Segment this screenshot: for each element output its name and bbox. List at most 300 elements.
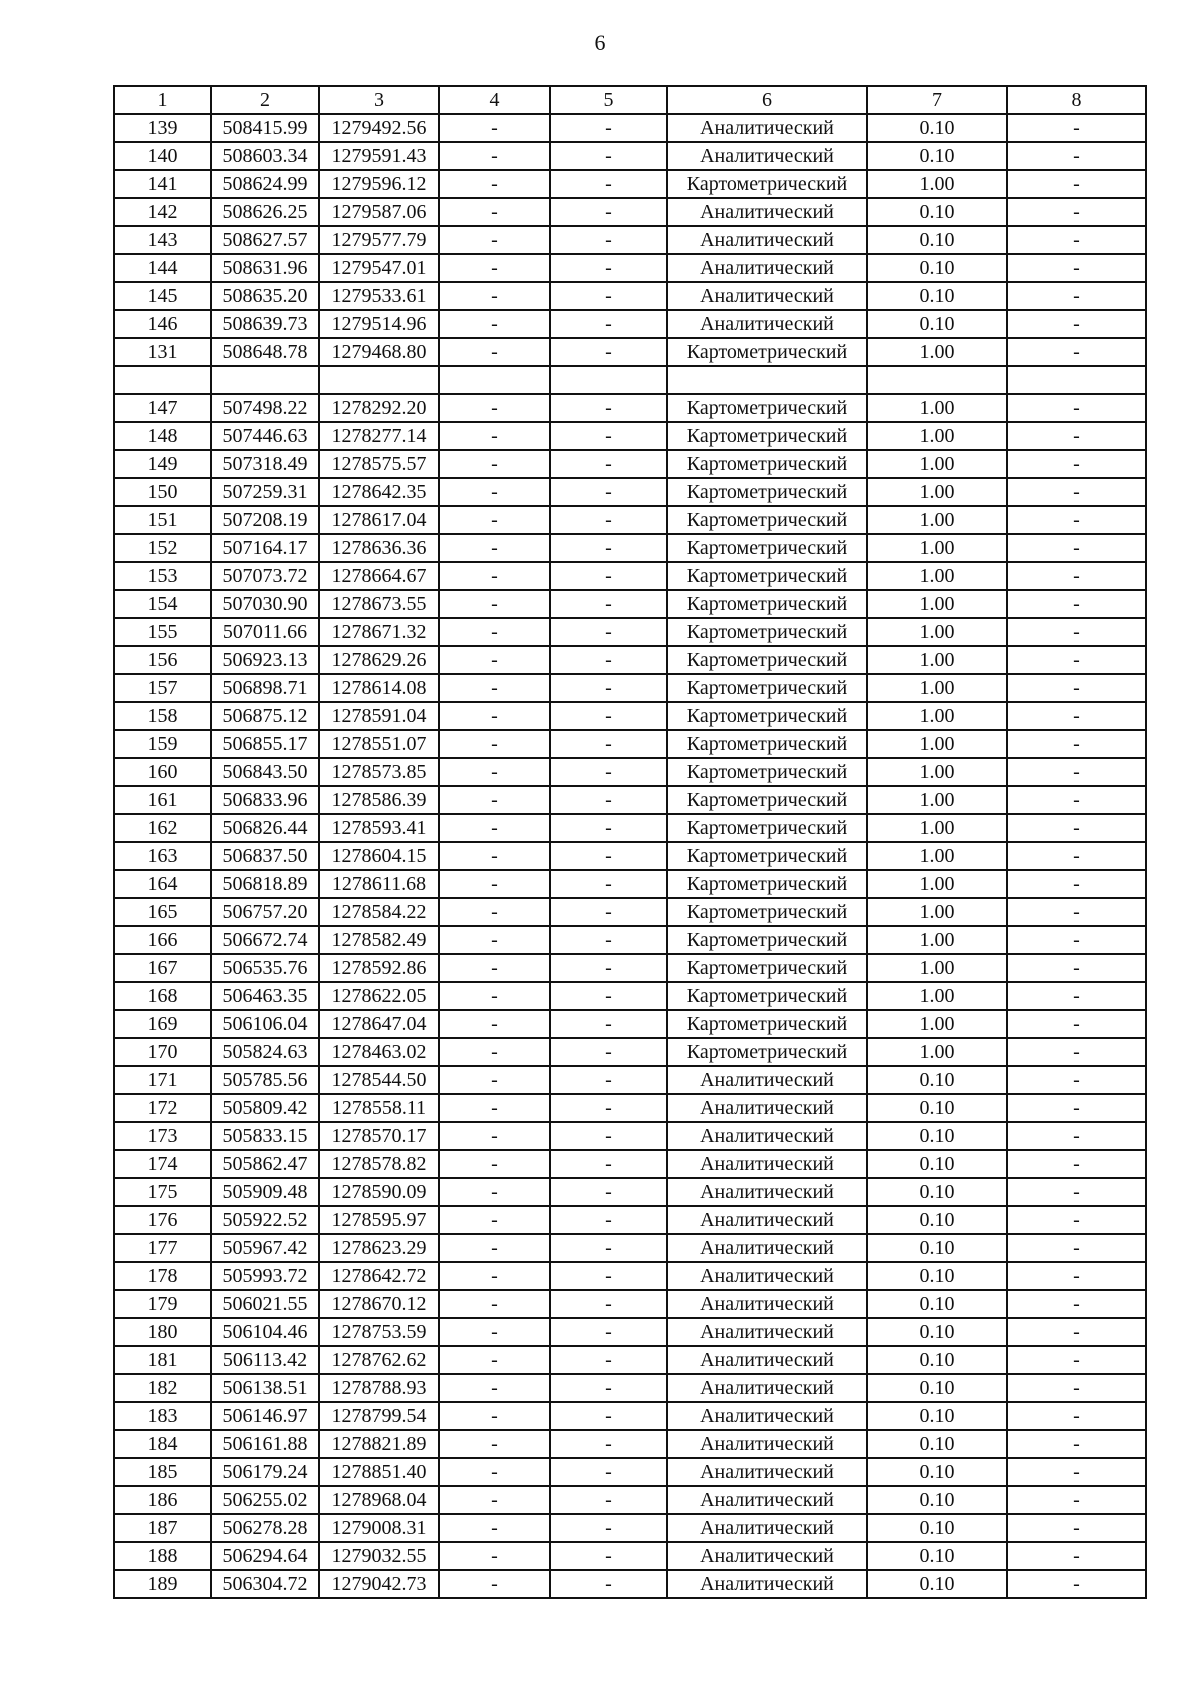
col5-cell: -	[550, 506, 667, 534]
method-cell: Аналитический	[667, 1430, 867, 1458]
table-row	[114, 1318, 1146, 1346]
col8-cell: -	[1007, 1514, 1146, 1542]
accuracy-cell: 0.10	[867, 1206, 1007, 1234]
col4-cell: -	[439, 898, 550, 926]
x-coordinate-cell: 506113.42	[211, 1346, 319, 1374]
point-number-cell: 156	[114, 646, 211, 674]
accuracy-cell: 0.10	[867, 1346, 1007, 1374]
method-cell: Аналитический	[667, 1542, 867, 1570]
method-cell: Картометрический	[667, 870, 867, 898]
col4-cell: -	[439, 1178, 550, 1206]
point-number-cell: 154	[114, 590, 211, 618]
accuracy-cell: 1.00	[867, 898, 1007, 926]
col8-cell: -	[1007, 478, 1146, 506]
point-number-cell: 185	[114, 1458, 211, 1486]
table-row	[114, 814, 1146, 842]
point-number-cell: 176	[114, 1206, 211, 1234]
col5-cell: -	[550, 1514, 667, 1542]
col4-cell: -	[439, 842, 550, 870]
x-coordinate-cell: 505909.48	[211, 1178, 319, 1206]
y-coordinate-cell: 1278586.39	[319, 786, 439, 814]
accuracy-cell: 1.00	[867, 842, 1007, 870]
col5-cell: -	[550, 1178, 667, 1206]
method-cell: Картометрический	[667, 674, 867, 702]
point-number-cell: 182	[114, 1374, 211, 1402]
table-row	[114, 1122, 1146, 1150]
col4-cell: -	[439, 1458, 550, 1486]
x-coordinate-cell: 506535.76	[211, 954, 319, 982]
method-cell: Картометрический	[667, 562, 867, 590]
col4-cell: -	[439, 646, 550, 674]
method-cell: Аналитический	[667, 1570, 867, 1598]
table-row	[114, 1066, 1146, 1094]
y-coordinate-cell: 1278277.14	[319, 422, 439, 450]
x-coordinate-cell: 506463.35	[211, 982, 319, 1010]
table-row	[114, 1374, 1146, 1402]
column-header: 1	[114, 86, 211, 114]
method-cell: Картометрический	[667, 982, 867, 1010]
table-row	[114, 1486, 1146, 1514]
col8-cell: -	[1007, 730, 1146, 758]
col4-cell: -	[439, 478, 550, 506]
x-coordinate-cell: 508626.25	[211, 198, 319, 226]
point-number-cell: 180	[114, 1318, 211, 1346]
table-row	[114, 1262, 1146, 1290]
y-coordinate-cell: 1279591.43	[319, 142, 439, 170]
method-cell: Аналитический	[667, 1514, 867, 1542]
accuracy-cell: 0.10	[867, 1374, 1007, 1402]
method-cell: Аналитический	[667, 1402, 867, 1430]
col8-cell: -	[1007, 450, 1146, 478]
col8-cell: -	[1007, 1066, 1146, 1094]
point-number-cell: 151	[114, 506, 211, 534]
col4-cell: -	[439, 730, 550, 758]
x-coordinate-cell: 507030.90	[211, 590, 319, 618]
method-cell: Аналитический	[667, 1234, 867, 1262]
col5-cell: -	[550, 478, 667, 506]
col8-cell: -	[1007, 1542, 1146, 1570]
y-coordinate-cell: 1278642.72	[319, 1262, 439, 1290]
point-number-cell: 144	[114, 254, 211, 282]
y-coordinate-cell: 1278584.22	[319, 898, 439, 926]
accuracy-cell: 1.00	[867, 954, 1007, 982]
col8-cell: -	[1007, 254, 1146, 282]
column-header: 3	[319, 86, 439, 114]
col4-cell: -	[439, 618, 550, 646]
col5-cell: -	[550, 1346, 667, 1374]
method-cell: Картометрический	[667, 394, 867, 422]
col4-cell: -	[439, 254, 550, 282]
col4-cell: -	[439, 1262, 550, 1290]
y-coordinate-cell: 1279492.56	[319, 114, 439, 142]
y-coordinate-cell: 1278591.04	[319, 702, 439, 730]
col5-cell: -	[550, 394, 667, 422]
x-coordinate-cell: 506855.17	[211, 730, 319, 758]
point-number-cell: 175	[114, 1178, 211, 1206]
x-coordinate-cell: 507318.49	[211, 450, 319, 478]
x-coordinate-cell: 508648.78	[211, 338, 319, 366]
table-row	[114, 646, 1146, 674]
x-coordinate-cell: 505922.52	[211, 1206, 319, 1234]
table-row	[114, 842, 1146, 870]
point-number-cell: 159	[114, 730, 211, 758]
y-coordinate-cell: 1278558.11	[319, 1094, 439, 1122]
point-number-cell: 145	[114, 282, 211, 310]
col8-cell: -	[1007, 142, 1146, 170]
table-row	[114, 450, 1146, 478]
col8-cell	[1007, 366, 1146, 394]
accuracy-cell: 1.00	[867, 170, 1007, 198]
table-row	[114, 1150, 1146, 1178]
accuracy-cell: 1.00	[867, 562, 1007, 590]
col5-cell: -	[550, 1262, 667, 1290]
y-coordinate-cell: 1278582.49	[319, 926, 439, 954]
col8-cell: -	[1007, 954, 1146, 982]
col4-cell: -	[439, 114, 550, 142]
table-row	[114, 898, 1146, 926]
accuracy-cell: 0.10	[867, 198, 1007, 226]
col4-cell: -	[439, 926, 550, 954]
table-body	[114, 114, 1146, 1598]
col5-cell: -	[550, 142, 667, 170]
point-number-cell: 183	[114, 1402, 211, 1430]
method-cell: Аналитический	[667, 198, 867, 226]
point-number-cell: 158	[114, 702, 211, 730]
point-number-cell: 163	[114, 842, 211, 870]
col8-cell: -	[1007, 422, 1146, 450]
col4-cell: -	[439, 1010, 550, 1038]
col4-cell: -	[439, 1318, 550, 1346]
accuracy-cell: 0.10	[867, 1122, 1007, 1150]
accuracy-cell: 1.00	[867, 338, 1007, 366]
point-number-cell: 164	[114, 870, 211, 898]
point-number-cell: 157	[114, 674, 211, 702]
col5-cell: -	[550, 534, 667, 562]
accuracy-cell: 0.10	[867, 1094, 1007, 1122]
col4-cell: -	[439, 1486, 550, 1514]
x-coordinate-cell: 506843.50	[211, 758, 319, 786]
x-coordinate-cell	[211, 366, 319, 394]
table-row	[114, 590, 1146, 618]
column-header: 7	[867, 86, 1007, 114]
point-number-cell: 149	[114, 450, 211, 478]
col4-cell: -	[439, 814, 550, 842]
table-row	[114, 1010, 1146, 1038]
y-coordinate-cell: 1278590.09	[319, 1178, 439, 1206]
method-cell	[667, 366, 867, 394]
y-coordinate-cell: 1278292.20	[319, 394, 439, 422]
point-number-cell: 170	[114, 1038, 211, 1066]
method-cell: Картометрический	[667, 842, 867, 870]
method-cell: Аналитический	[667, 1122, 867, 1150]
accuracy-cell: 0.10	[867, 142, 1007, 170]
col4-cell: -	[439, 786, 550, 814]
method-cell: Аналитический	[667, 1346, 867, 1374]
y-coordinate-cell: 1278604.15	[319, 842, 439, 870]
x-coordinate-cell: 506304.72	[211, 1570, 319, 1598]
col8-cell: -	[1007, 1206, 1146, 1234]
point-number-cell: 168	[114, 982, 211, 1010]
accuracy-cell: 1.00	[867, 926, 1007, 954]
col8-cell: -	[1007, 1346, 1146, 1374]
col4-cell: -	[439, 226, 550, 254]
col4-cell: -	[439, 982, 550, 1010]
col8-cell: -	[1007, 982, 1146, 1010]
col4-cell: -	[439, 1402, 550, 1430]
table-row	[114, 1178, 1146, 1206]
accuracy-cell: 0.10	[867, 226, 1007, 254]
x-coordinate-cell: 506106.04	[211, 1010, 319, 1038]
col8-cell: -	[1007, 1430, 1146, 1458]
col8-cell: -	[1007, 114, 1146, 142]
point-number-cell: 174	[114, 1150, 211, 1178]
col5-cell: -	[550, 982, 667, 1010]
method-cell: Аналитический	[667, 1318, 867, 1346]
table-row	[114, 1402, 1146, 1430]
accuracy-cell: 0.10	[867, 114, 1007, 142]
col8-cell: -	[1007, 506, 1146, 534]
y-coordinate-cell: 1278623.29	[319, 1234, 439, 1262]
col5-cell: -	[550, 646, 667, 674]
col4-cell: -	[439, 282, 550, 310]
x-coordinate-cell: 506146.97	[211, 1402, 319, 1430]
accuracy-cell: 1.00	[867, 478, 1007, 506]
col5-cell: -	[550, 870, 667, 898]
accuracy-cell: 1.00	[867, 758, 1007, 786]
accuracy-cell: 0.10	[867, 1486, 1007, 1514]
y-coordinate-cell: 1278611.68	[319, 870, 439, 898]
method-cell: Аналитический	[667, 254, 867, 282]
y-coordinate-cell: 1278968.04	[319, 1486, 439, 1514]
point-number-cell: 187	[114, 1514, 211, 1542]
col5-cell: -	[550, 1374, 667, 1402]
method-cell: Аналитический	[667, 142, 867, 170]
accuracy-cell: 0.10	[867, 1514, 1007, 1542]
accuracy-cell: 1.00	[867, 870, 1007, 898]
accuracy-cell: 1.00	[867, 982, 1007, 1010]
point-number-cell: 131	[114, 338, 211, 366]
x-coordinate-cell: 508631.96	[211, 254, 319, 282]
col8-cell: -	[1007, 674, 1146, 702]
x-coordinate-cell: 507498.22	[211, 394, 319, 422]
col5-cell: -	[550, 450, 667, 478]
col4-cell: -	[439, 1234, 550, 1262]
method-cell: Аналитический	[667, 1066, 867, 1094]
col8-cell: -	[1007, 1458, 1146, 1486]
col4-cell: -	[439, 1542, 550, 1570]
y-coordinate-cell: 1278573.85	[319, 758, 439, 786]
point-number-cell	[114, 366, 211, 394]
table-row	[114, 198, 1146, 226]
y-coordinate-cell: 1279533.61	[319, 282, 439, 310]
point-number-cell: 162	[114, 814, 211, 842]
y-coordinate-cell: 1279596.12	[319, 170, 439, 198]
point-number-cell: 155	[114, 618, 211, 646]
table-row	[114, 366, 1146, 394]
col8-cell: -	[1007, 702, 1146, 730]
x-coordinate-cell: 507259.31	[211, 478, 319, 506]
col8-cell: -	[1007, 1318, 1146, 1346]
x-coordinate-cell: 506672.74	[211, 926, 319, 954]
x-coordinate-cell: 507208.19	[211, 506, 319, 534]
col4-cell: -	[439, 310, 550, 338]
y-coordinate-cell: 1278821.89	[319, 1430, 439, 1458]
accuracy-cell: 1.00	[867, 674, 1007, 702]
table-row	[114, 870, 1146, 898]
col4-cell: -	[439, 142, 550, 170]
col4-cell: -	[439, 1122, 550, 1150]
accuracy-cell	[867, 366, 1007, 394]
table-row	[114, 1430, 1146, 1458]
y-coordinate-cell: 1278762.62	[319, 1346, 439, 1374]
x-coordinate-cell: 508603.34	[211, 142, 319, 170]
x-coordinate-cell: 507011.66	[211, 618, 319, 646]
y-coordinate-cell: 1279587.06	[319, 198, 439, 226]
col5-cell: -	[550, 702, 667, 730]
x-coordinate-cell: 506898.71	[211, 674, 319, 702]
col5-cell: -	[550, 1458, 667, 1486]
col8-cell: -	[1007, 646, 1146, 674]
method-cell: Картометрический	[667, 478, 867, 506]
x-coordinate-cell: 508635.20	[211, 282, 319, 310]
y-coordinate-cell: 1278799.54	[319, 1402, 439, 1430]
y-coordinate-cell: 1278664.67	[319, 562, 439, 590]
y-coordinate-cell: 1278851.40	[319, 1458, 439, 1486]
x-coordinate-cell: 506161.88	[211, 1430, 319, 1458]
col8-cell: -	[1007, 1094, 1146, 1122]
point-number-cell: 140	[114, 142, 211, 170]
col8-cell: -	[1007, 786, 1146, 814]
y-coordinate-cell: 1279514.96	[319, 310, 439, 338]
col4-cell: -	[439, 870, 550, 898]
table-row	[114, 954, 1146, 982]
table-row	[114, 254, 1146, 282]
x-coordinate-cell: 505833.15	[211, 1122, 319, 1150]
x-coordinate-cell: 505785.56	[211, 1066, 319, 1094]
method-cell: Аналитический	[667, 1486, 867, 1514]
col4-cell: -	[439, 562, 550, 590]
col4-cell: -	[439, 506, 550, 534]
column-header: 2	[211, 86, 319, 114]
method-cell: Аналитический	[667, 1178, 867, 1206]
col4-cell: -	[439, 1346, 550, 1374]
col8-cell: -	[1007, 1122, 1146, 1150]
table-row	[114, 1570, 1146, 1598]
point-number-cell: 169	[114, 1010, 211, 1038]
x-coordinate-cell: 506923.13	[211, 646, 319, 674]
accuracy-cell: 0.10	[867, 1150, 1007, 1178]
col5-cell: -	[550, 310, 667, 338]
header-row	[114, 86, 1146, 114]
col5-cell: -	[550, 730, 667, 758]
accuracy-cell: 1.00	[867, 1038, 1007, 1066]
table-row	[114, 618, 1146, 646]
y-coordinate-cell: 1279032.55	[319, 1542, 439, 1570]
col5-cell: -	[550, 282, 667, 310]
y-coordinate-cell: 1278636.36	[319, 534, 439, 562]
accuracy-cell: 0.10	[867, 1234, 1007, 1262]
accuracy-cell: 1.00	[867, 618, 1007, 646]
x-coordinate-cell: 505862.47	[211, 1150, 319, 1178]
x-coordinate-cell: 506138.51	[211, 1374, 319, 1402]
method-cell: Картометрический	[667, 506, 867, 534]
y-coordinate-cell: 1279468.80	[319, 338, 439, 366]
method-cell: Картометрический	[667, 814, 867, 842]
col4-cell: -	[439, 422, 550, 450]
col8-cell: -	[1007, 618, 1146, 646]
col8-cell: -	[1007, 394, 1146, 422]
col5-cell: -	[550, 562, 667, 590]
x-coordinate-cell: 506757.20	[211, 898, 319, 926]
point-number-cell: 160	[114, 758, 211, 786]
col5-cell: -	[550, 898, 667, 926]
method-cell: Картометрический	[667, 170, 867, 198]
method-cell: Картометрический	[667, 702, 867, 730]
method-cell: Картометрический	[667, 422, 867, 450]
table-row	[114, 282, 1146, 310]
col4-cell: -	[439, 674, 550, 702]
col5-cell: -	[550, 1570, 667, 1598]
x-coordinate-cell: 505824.63	[211, 1038, 319, 1066]
method-cell: Картометрический	[667, 786, 867, 814]
y-coordinate-cell: 1279577.79	[319, 226, 439, 254]
table-row	[114, 1094, 1146, 1122]
method-cell: Картометрический	[667, 534, 867, 562]
col8-cell: -	[1007, 282, 1146, 310]
col4-cell	[439, 366, 550, 394]
column-header: 5	[550, 86, 667, 114]
point-number-cell: 142	[114, 198, 211, 226]
method-cell: Картометрический	[667, 730, 867, 758]
col8-cell: -	[1007, 926, 1146, 954]
y-coordinate-cell: 1278551.07	[319, 730, 439, 758]
col4-cell: -	[439, 1570, 550, 1598]
col5-cell: -	[550, 786, 667, 814]
accuracy-cell: 1.00	[867, 1010, 1007, 1038]
table-row	[114, 1234, 1146, 1262]
y-coordinate-cell: 1278614.08	[319, 674, 439, 702]
x-coordinate-cell: 508627.57	[211, 226, 319, 254]
table-row	[114, 310, 1146, 338]
point-number-cell: 150	[114, 478, 211, 506]
y-coordinate-cell: 1278647.04	[319, 1010, 439, 1038]
col5-cell: -	[550, 338, 667, 366]
method-cell: Аналитический	[667, 1150, 867, 1178]
accuracy-cell: 0.10	[867, 1066, 1007, 1094]
point-number-cell: 143	[114, 226, 211, 254]
col8-cell: -	[1007, 870, 1146, 898]
x-coordinate-cell: 506255.02	[211, 1486, 319, 1514]
method-cell: Аналитический	[667, 114, 867, 142]
accuracy-cell: 0.10	[867, 254, 1007, 282]
y-coordinate-cell: 1278671.32	[319, 618, 439, 646]
x-coordinate-cell: 506826.44	[211, 814, 319, 842]
table-row	[114, 1458, 1146, 1486]
y-coordinate-cell: 1278592.86	[319, 954, 439, 982]
accuracy-cell: 1.00	[867, 786, 1007, 814]
method-cell: Аналитический	[667, 1094, 867, 1122]
col5-cell: -	[550, 1122, 667, 1150]
x-coordinate-cell: 508415.99	[211, 114, 319, 142]
column-header: 8	[1007, 86, 1146, 114]
col4-cell: -	[439, 394, 550, 422]
y-coordinate-cell: 1278593.41	[319, 814, 439, 842]
accuracy-cell: 0.10	[867, 1262, 1007, 1290]
x-coordinate-cell: 507073.72	[211, 562, 319, 590]
x-coordinate-cell: 506818.89	[211, 870, 319, 898]
x-coordinate-cell: 508639.73	[211, 310, 319, 338]
y-coordinate-cell	[319, 366, 439, 394]
